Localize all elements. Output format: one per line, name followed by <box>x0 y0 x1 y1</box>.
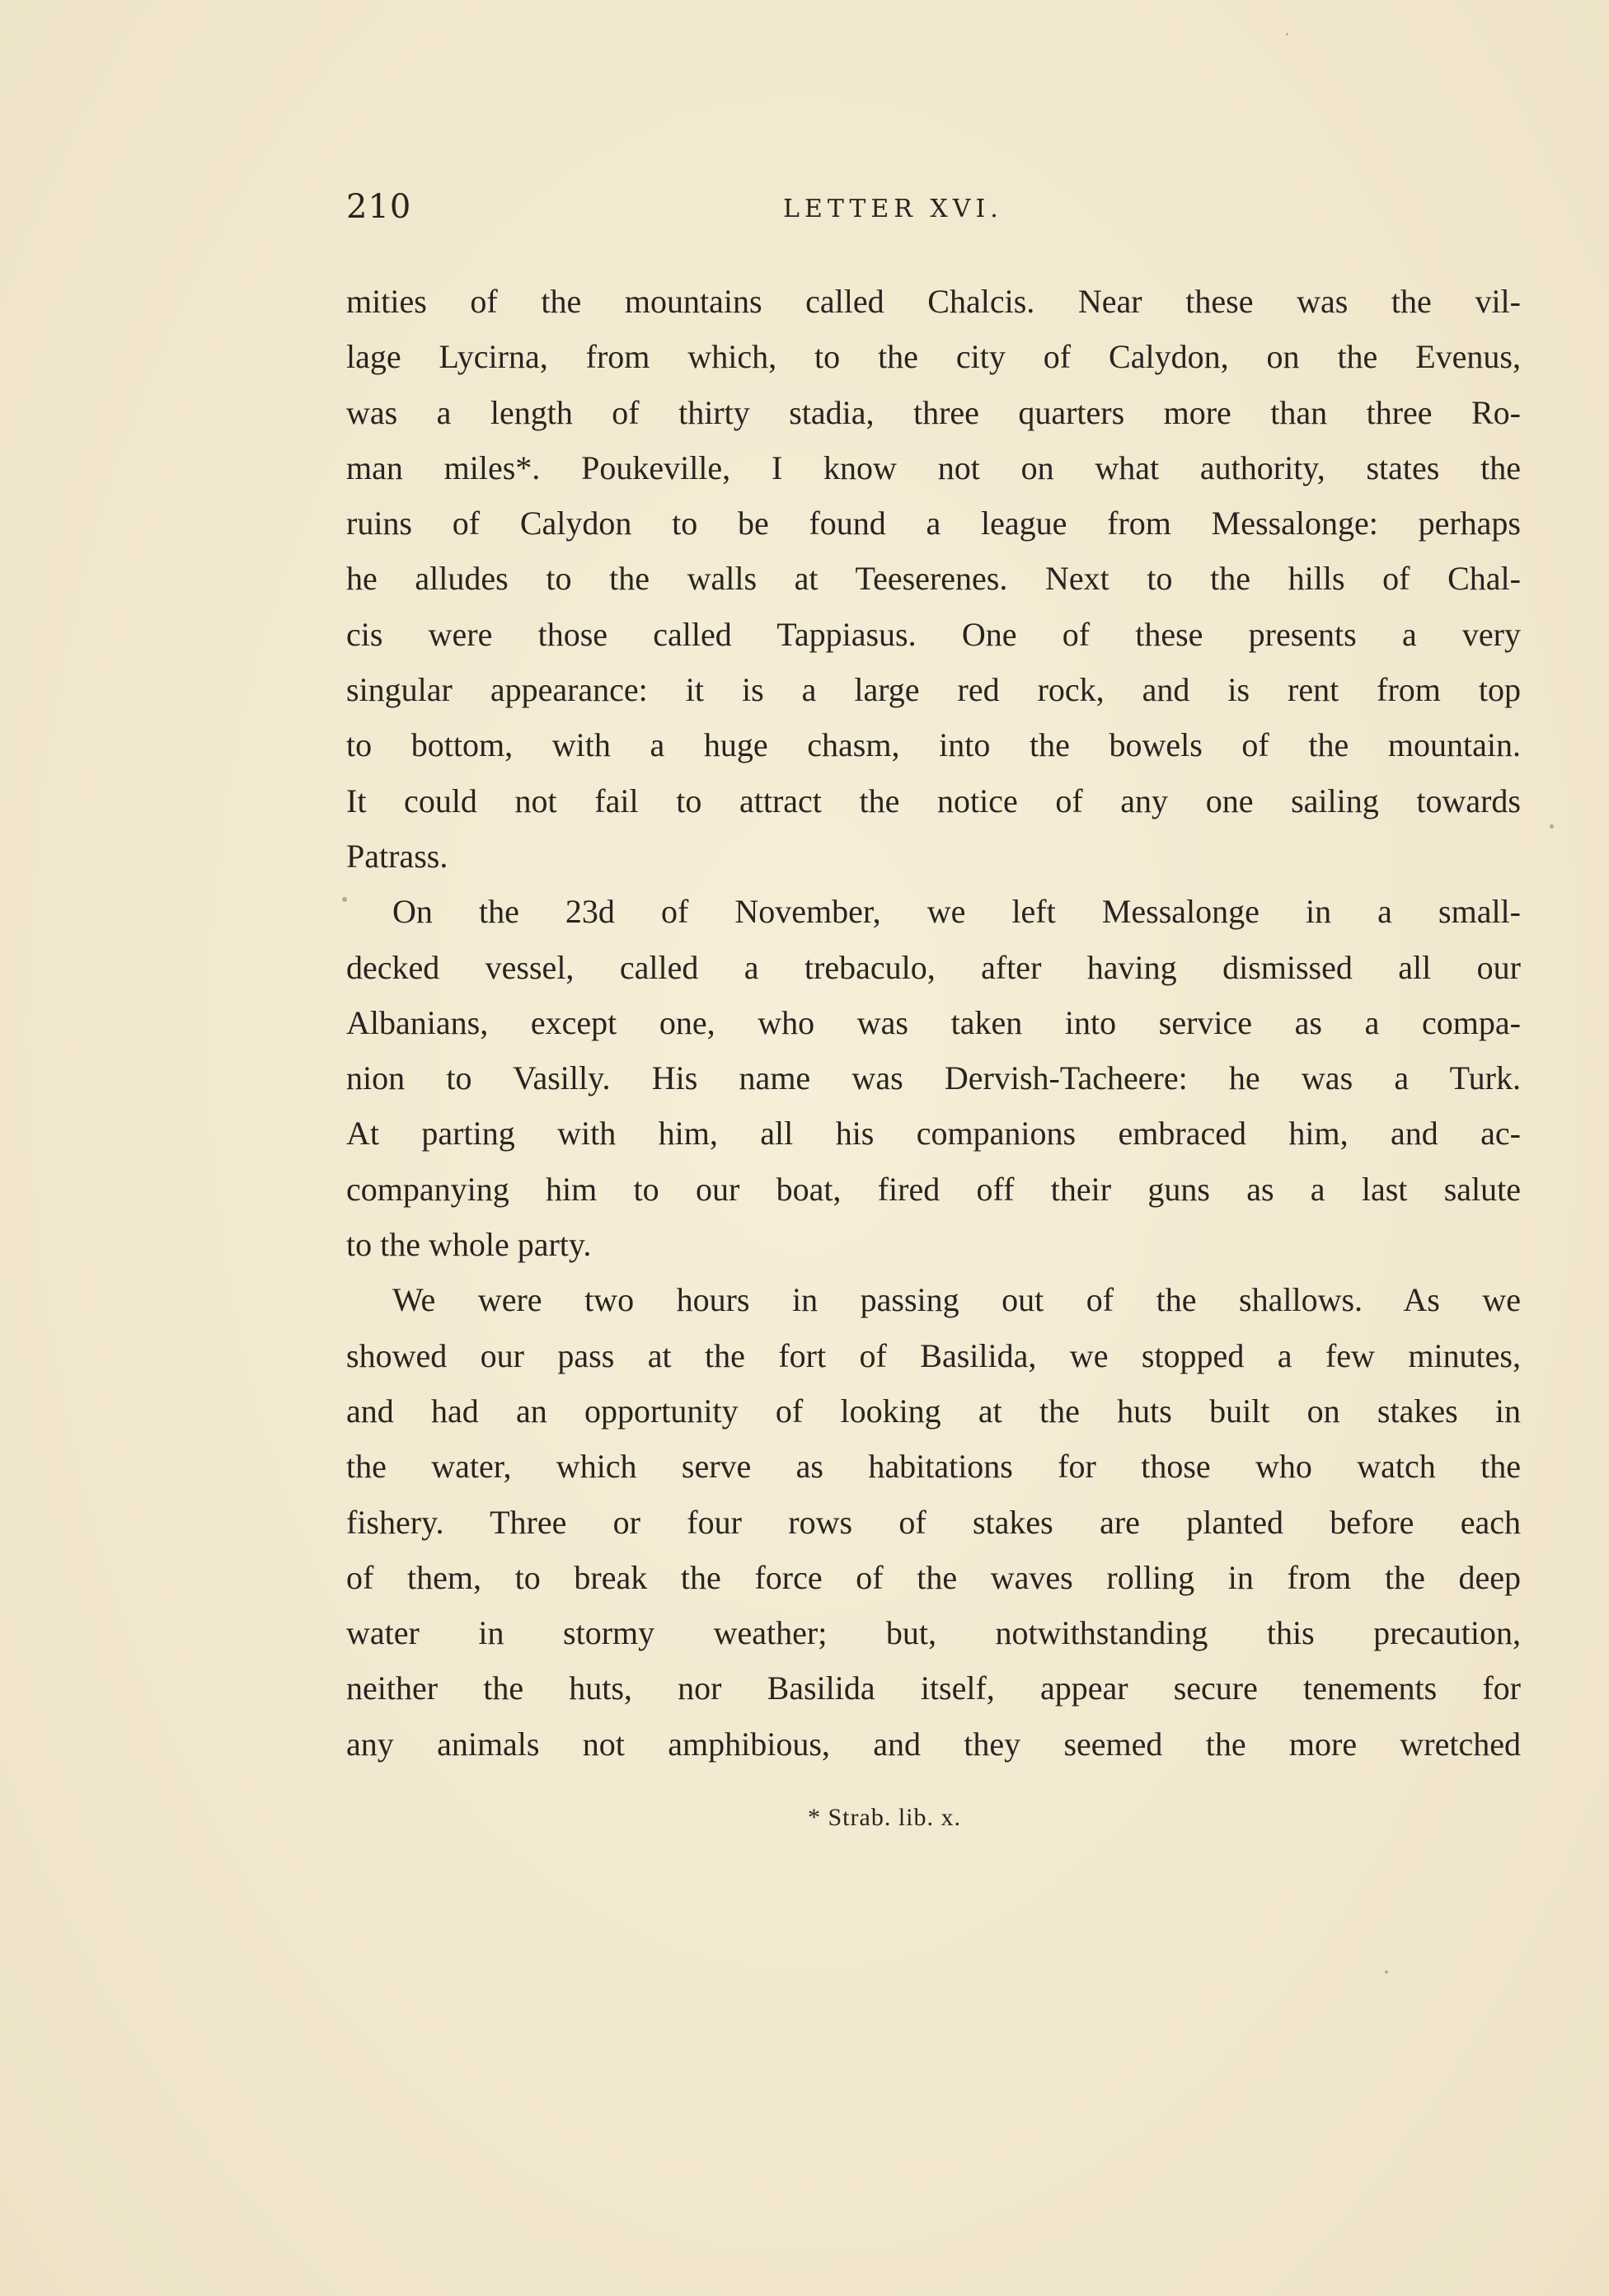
text-line: decked vessel, called a trebaculo, after having dismissed all our <box>346 948 1521 986</box>
text-line: companying him to our boat, fired off their guns as a last salute <box>346 1170 1521 1208</box>
text-line: Patrass. <box>346 837 448 875</box>
text-line: any animals not amphibious, and they seemed the more wretched <box>346 1725 1521 1763</box>
paper-speck <box>1385 1970 1388 1974</box>
text-line: cis were those called Tappiasus. One of these presents a very <box>346 615 1521 653</box>
text-line: showed our pass at the fort of Basilida, we stopped a few minutes, <box>346 1336 1521 1374</box>
paper-speck <box>342 897 347 902</box>
text-line: lage Lycirna, from which, to the city of Calydon, on the Evenus, <box>346 338 1521 376</box>
footnote: * Strab. lib. x. <box>808 1804 961 1831</box>
text-line: We were two hours in passing out of the shallows. As we <box>392 1281 1521 1319</box>
paper-speck <box>1286 33 1288 35</box>
text-line: and had an opportunity of looking at the huts built on stakes in <box>346 1392 1521 1430</box>
body-text <box>346 274 1521 1772</box>
text-line: On the 23d of November, we left Messalonge in a small- <box>392 893 1521 931</box>
running-head: LETTER XVI. <box>783 195 1003 223</box>
page-header <box>346 188 1088 237</box>
text-line: the water, which serve as habitations for those who watch the <box>346 1448 1521 1486</box>
text-line: nion to Vasilly. His name was Dervish-Tacheere: he was a Turk. <box>346 1059 1521 1097</box>
text-line: It could not fail to attract the notice of any one sailing towards <box>346 782 1521 819</box>
text-line: to the whole party. <box>346 1226 592 1264</box>
text-line: he alludes to the walls at Teeserenes. Next to the hills of Chal- <box>346 560 1521 598</box>
text-line: ruins of Calydon to be found a league from Messalonge: perhaps <box>346 505 1521 542</box>
text-line: Albanians, except one, who was taken into service as a compa- <box>346 1003 1521 1041</box>
text-line: man miles*. Poukeville, I know not on what authority, states the <box>346 448 1521 486</box>
text-line: mities of the mountains called Chalcis. Near these was the vil- <box>346 283 1521 320</box>
text-line: singular appearance: it is a large red rock, and is rent from top <box>346 671 1521 709</box>
text-line: of them, to break the force of the waves rolling in from the deep <box>346 1558 1521 1596</box>
paper-speck <box>1550 824 1554 829</box>
text-line: water in stormy weather; but, notwithstanding this precaution, <box>346 1614 1521 1652</box>
text-line: was a length of thirty stadia, three quarters more than three Ro- <box>346 393 1521 431</box>
text-line: At parting with him, all his companions embraced him, and ac- <box>346 1115 1521 1153</box>
text-line: to bottom, with a huge chasm, into the bowels of the mountain. <box>346 726 1521 764</box>
text-line: neither the huts, nor Basilida itself, appear secure tenements for <box>346 1669 1521 1707</box>
page-number: 210 <box>346 188 412 226</box>
text-line: fishery. Three or four rows of stakes are planted before each <box>346 1503 1521 1541</box>
